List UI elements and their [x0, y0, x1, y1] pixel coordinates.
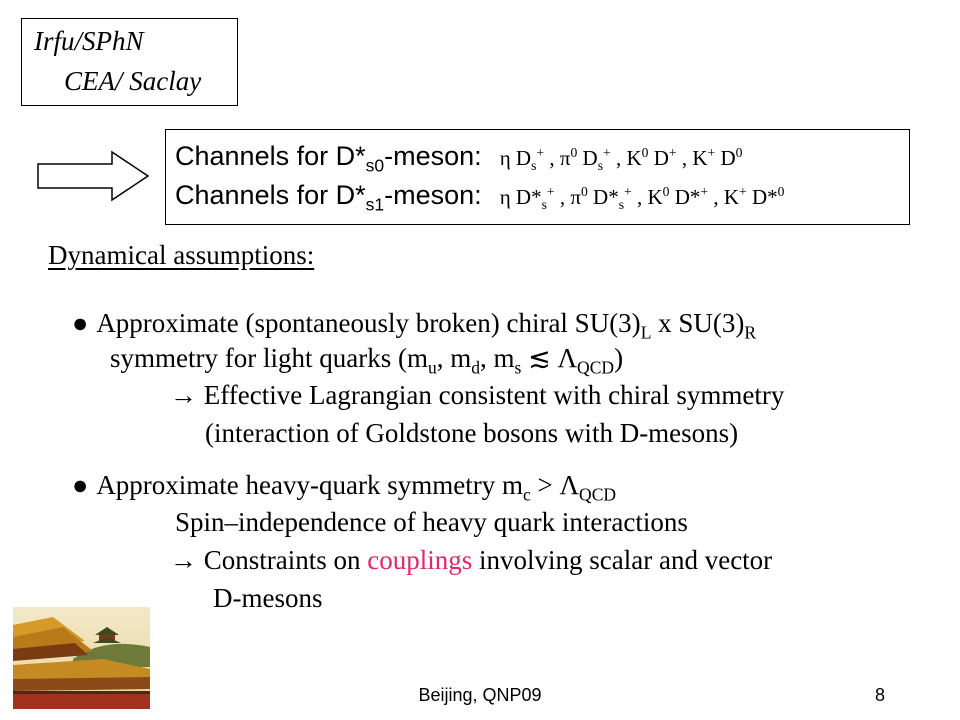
channels-d-s0-list: η $D_s^+$ , $\pi^0$ $D_s^+$ , $K^0$ D+ , K+ $D^0$: [499, 145, 743, 174]
bullet2-line2: Spin–independence of heavy quark interactions: [175, 507, 688, 537]
bullet2-line3: → Constraints on couplings involving scalar and vector: [170, 545, 773, 575]
logo-line-2: CEA/ Saclay: [64, 66, 202, 96]
dynamical-assumptions-heading: Dynamical assumptions:: [48, 240, 315, 270]
bullet1-line1: ● Approximate (spontaneously broken) chiral $SU(3)_L$ x $SU(3)_R$: [72, 308, 757, 343]
page-number: 8: [875, 685, 886, 705]
logo-line-1: Irfu/SPhN: [34, 26, 144, 56]
channels-d-s1-list: η $D*_s^+$ , $\pi^0$ $D*_s^+$ , $K^0$ D*+ , K+ D*$^0$: [499, 184, 785, 213]
bullet1-line3: → Effective Lagrangian consistent with chiral symmetry: [170, 380, 785, 410]
channels-d-s0-line: [175, 141, 743, 176]
right-arrow-icon: [36, 150, 152, 202]
bullet1-line4: (interaction of Goldstone bosons with D-mesons): [205, 418, 739, 448]
channels-d-s0-label: Channels for $D*_{s0}$-meson:: [175, 141, 482, 176]
bullet-marker-icon: ●: [72, 470, 89, 500]
bullet1-line2: symmetry for light quarks ($m_u$, $m_d$, $m_s$ ≲ $\Lambda_{QCD}$): [110, 343, 624, 378]
channels-d-s1-label: Channels for $D*_{s1}$-meson:: [175, 180, 482, 215]
bullet2-line1: ● Approximate heavy-quark symmetry $m_c > \Lambda_{QCD}$: [72, 470, 617, 505]
channels-d-s1-line: [175, 180, 785, 215]
channels-box: [165, 129, 910, 225]
couplings-highlight: couplings: [367, 545, 473, 575]
footer-caption: Beijing, QNP09: [418, 685, 542, 705]
bullet2-line4: D-mesons: [213, 583, 323, 613]
bullet-marker-icon: ●: [72, 308, 89, 338]
